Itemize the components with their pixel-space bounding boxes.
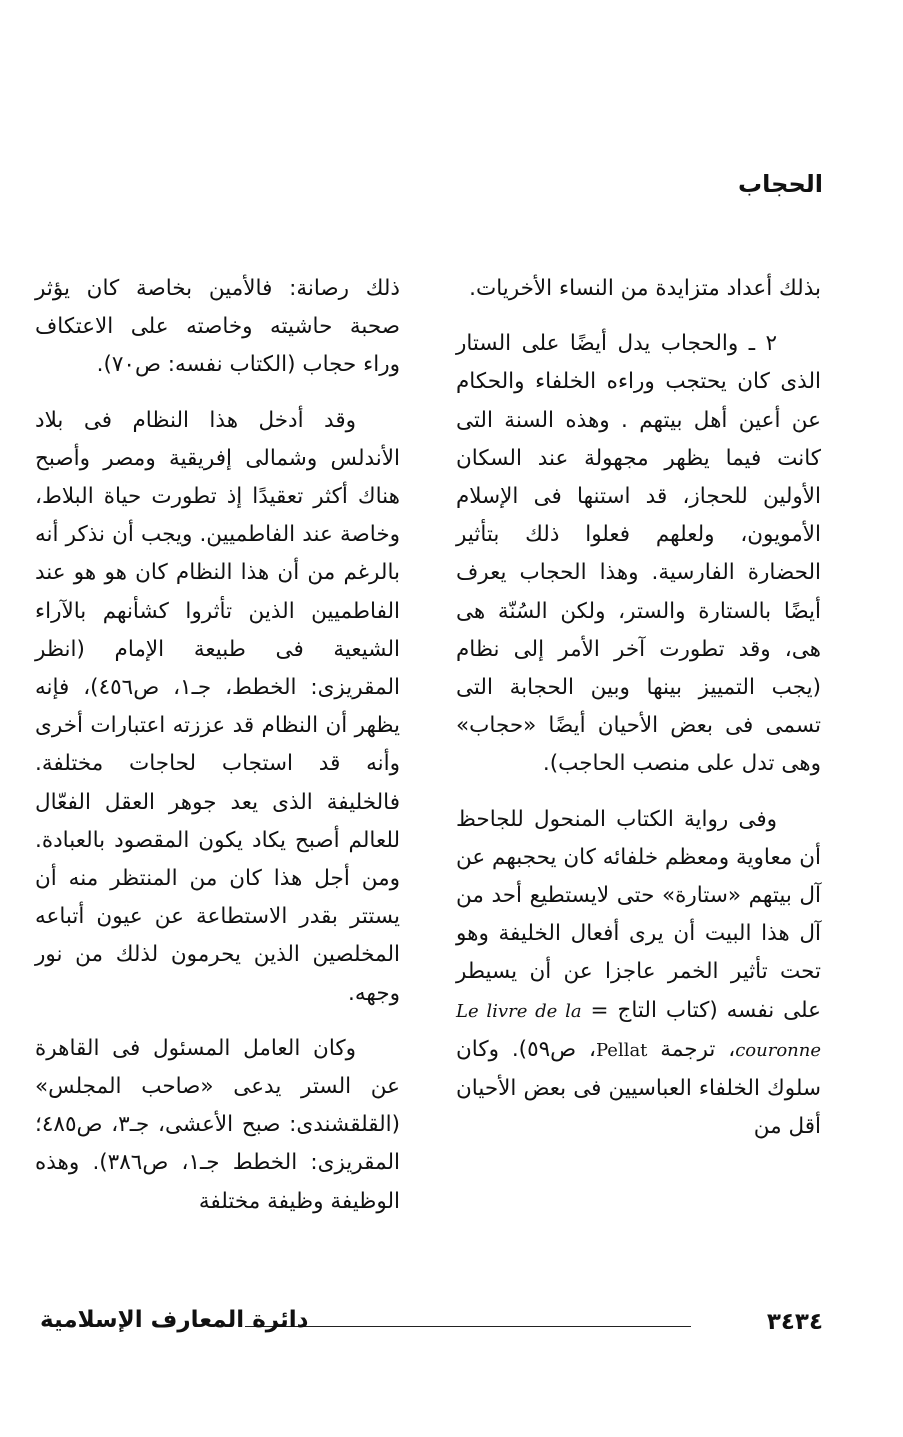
paragraph-text: ، ترجمة: [660, 1036, 736, 1062]
page-number: ٣٤٣٤: [766, 1309, 823, 1335]
paragraph: وكان العامل المسئول فى القاهرة عن الستر يدعى «صاحب المجلس» (القلقشندى: صبح الأعشى، جـ٣، ص٤٨٥؛ المقريزى: الخطط جـ١، ص٣٨٦). وهذه الوظيفة وظيفة مختلفة: [35, 1035, 400, 1214]
paragraph: ٢ ـ والحجاب يدل أيضًا على الستار الذى كان يحتجب وراءه الخلفاء والحكام عن أعين أهل بيتهم . وهذه السنة التى كانت فيما يظهر مجهولة عند السكان الأولين للحجاز، قد استنها فى الإسلام الأمويون، ولعلهم فعلوا ذلك بتأثير الحضارة الفارسية. وهذا الحجاب يعرف أيضًا بالستارة والستر، ولكن السُنّة هى هى، وقد تطورت آخر الأمر إلى نظام (يجب التمييز بينها وبين الحجابة التى تسمى فى بعض الأحيان أيضًا «حجاب» وهى تدل على منصب الحاجب).: [456, 331, 821, 777]
right-column: [456, 270, 821, 1163]
left-column: [35, 270, 400, 1238]
paragraph: ذلك رصانة: فالأمين بخاصة كان يؤثر صحبة حاشيته وخاصته على الاعتكاف وراء حجاب (الكتاب نفسه: ص٧٠).: [35, 276, 400, 378]
paragraph: [456, 801, 821, 1147]
footer-rule: [245, 1326, 691, 1327]
latin-title: Le livre de la couronne: [456, 1000, 821, 1061]
paragraph-text: وفى رواية الكتاب المنحول للجاحظ أن معاوية ومعظم خلفائه كان يحجبهم عن آل بيتهم «ستارة» حتى لايستطيع أحد من آل هذا البيت أن يرى أفعال الخليفة وهو تحت تأثير الخمر عاجزا عن أن يسيطر على نفسه (كتاب التاج =: [456, 806, 821, 1023]
book-title: دائرة المعارف الإسلامية: [40, 1307, 309, 1333]
paragraph-text: ، ص٥٩). وكان سلوك الخلفاء العباسيين فى بعض الأحيان أقل من: [456, 1036, 821, 1140]
page-footer: [40, 1305, 823, 1345]
running-title: الحجاب: [738, 170, 823, 198]
latin-name: Pellat: [595, 1039, 648, 1061]
paragraph: وقد أدخل هذا النظام فى بلاد الأندلس وشمالى إفريقية ومصر وأصبح هناك أكثر تعقيدًا إذ تطورت حياة البلاط، وخاصة عند الفاطميين. ويجب أن نذكر أنه بالرغم من أن هذا النظام كان هو هو عند الفاطميين الذين تأثروا كشأنهم بالآراء الشيعية فى طبيعة الإمام (انظر المقريزى: الخطط، جـ١، ص٤٥٦)، فإنه يظهر أن النظام قد عززته اعتبارات أخرى وأنه قد استجاب لحاجات مختلفة. فالخليفة الذى يعد جوهر العقل الفعّال للعالم أصبح يكاد يكون المقصود بالعبادة. ومن أجل هذا كان من المنتظر منه أن يستتر بقدر الاستطاعة عن عيون أتباعه المخلصين الذين يحرمون لذلك من نور وجهه.: [35, 407, 400, 1006]
paragraph: بذلك أعداد متزايدة من النساء الأخريات.: [469, 276, 821, 301]
